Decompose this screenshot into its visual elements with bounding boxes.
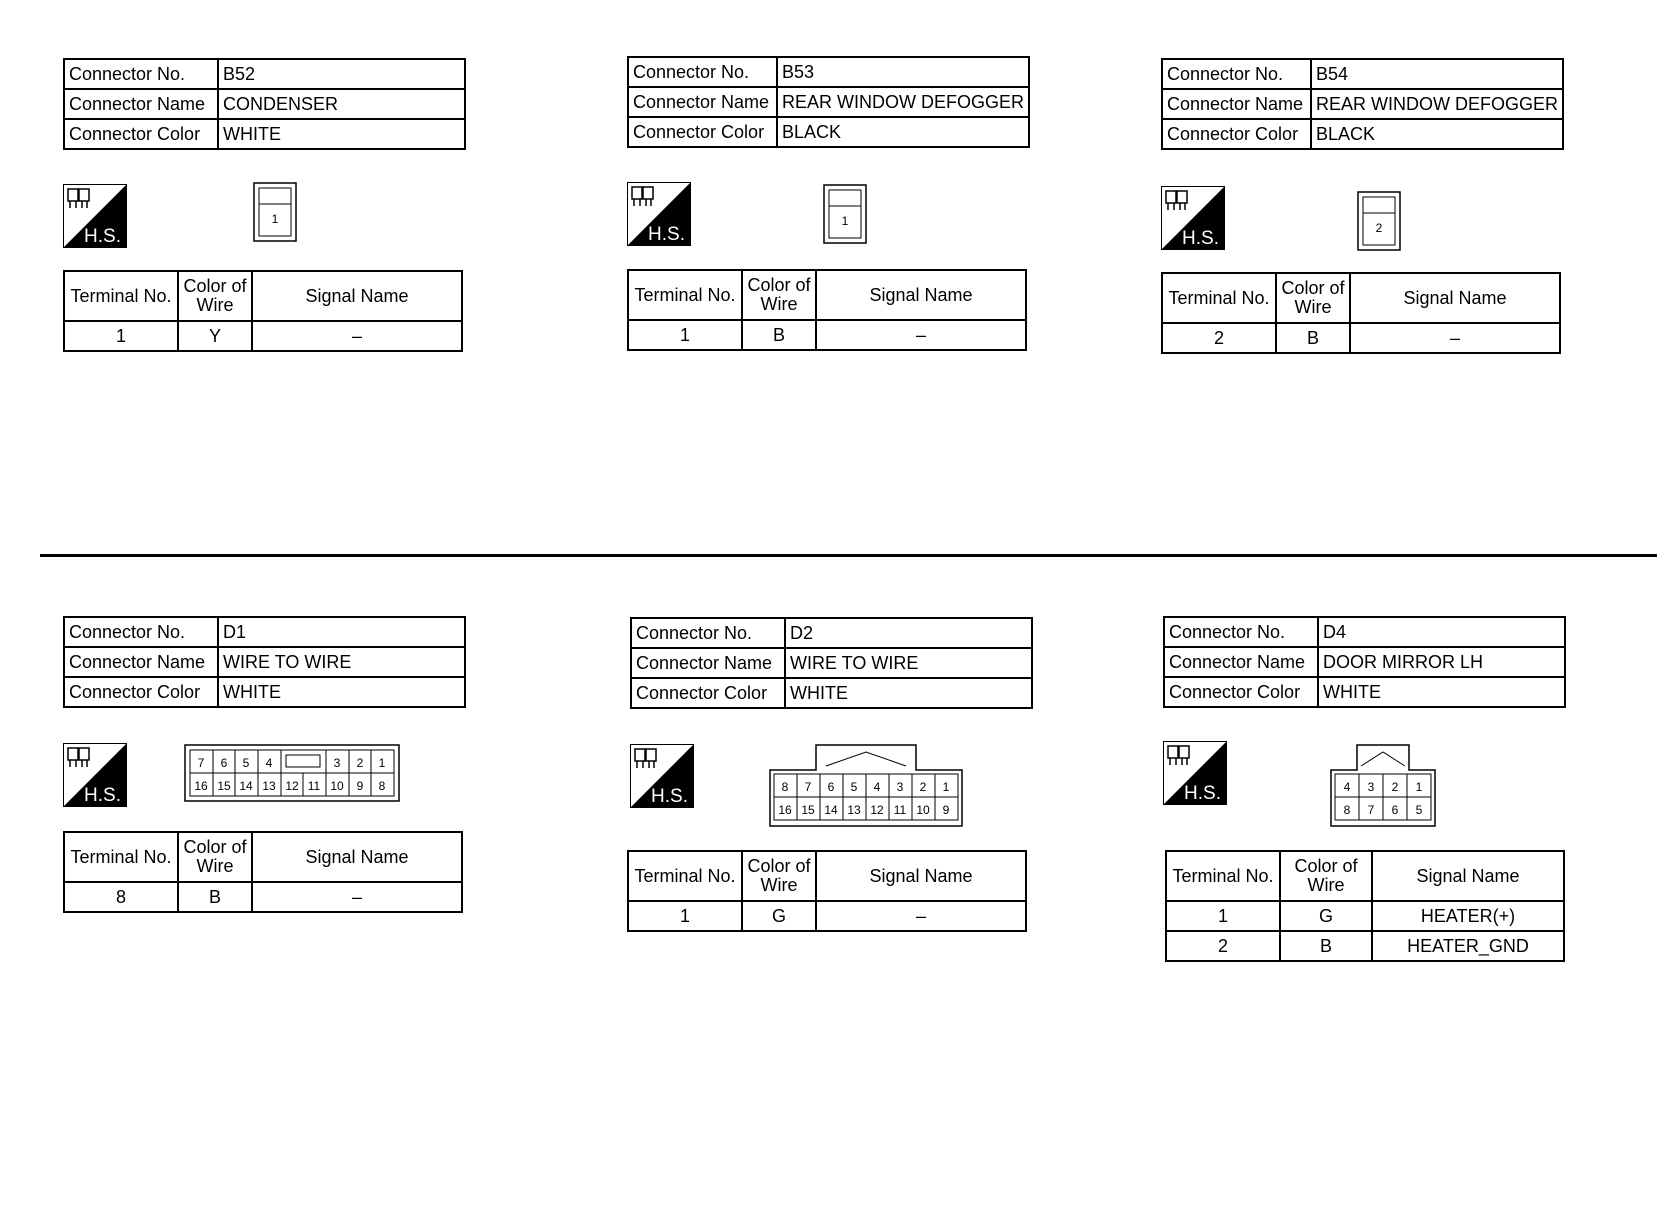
header-signal-name: Signal Name [1350, 273, 1560, 323]
table-row [64, 321, 462, 351]
connector-face-diagram [823, 184, 867, 244]
terminal-cell: 2 [1166, 931, 1280, 961]
connector-block-d2 [630, 617, 1090, 926]
terminal-cell: 1 [1166, 901, 1280, 931]
table-row [1166, 931, 1564, 961]
header-terminal-no: Terminal No. [64, 271, 178, 321]
signal-name-cell: – [816, 320, 1026, 350]
harness-side-icon [63, 184, 127, 248]
pin-label: 4 [1343, 780, 1351, 794]
wire-color-cell: B [178, 882, 252, 912]
label-connector-no: Connector No. [1164, 617, 1318, 647]
table-row [628, 320, 1026, 350]
header-signal-name: Signal Name [252, 832, 462, 882]
terminal-cell: 1 [628, 901, 742, 931]
pin-label: 1 [841, 214, 849, 228]
pin-label: 6 [1391, 803, 1399, 817]
connector-name-value: CONDENSER [218, 89, 465, 119]
connector-color-value: WHITE [218, 677, 465, 707]
connector-no-value: B52 [218, 59, 465, 89]
pin-label: 3 [1367, 780, 1375, 794]
pin-label: 7 [804, 780, 812, 794]
harness-side-icon [630, 744, 694, 808]
connector-face-diagram [768, 744, 964, 828]
pin-label: 16 [194, 779, 208, 793]
pin-label: 3 [896, 780, 904, 794]
label-connector-name: Connector Name [64, 89, 218, 119]
connector-block-d1 [63, 616, 523, 907]
terminal-table [1161, 272, 1561, 354]
connector-name-value: REAR WINDOW DEFOGGER [777, 87, 1029, 117]
pin-label: 12 [870, 803, 884, 817]
pin-label: 2 [1391, 780, 1399, 794]
connector-no-value: D4 [1318, 617, 1565, 647]
connector-info-table [1163, 616, 1566, 708]
hs-label: H.S. [1182, 228, 1219, 249]
pin-label: 15 [801, 803, 815, 817]
label-connector-name: Connector Name [631, 648, 785, 678]
pin-label: 13 [262, 779, 276, 793]
pin-label: 16 [778, 803, 792, 817]
pin-label: 2 [919, 780, 927, 794]
label-connector-color: Connector Color [64, 119, 218, 149]
pin-label: 14 [239, 779, 253, 793]
connector-no-value: B54 [1311, 59, 1563, 89]
label-connector-no: Connector No. [64, 59, 218, 89]
wire-color-cell: G [1280, 901, 1372, 931]
wire-color-cell: Y [178, 321, 252, 351]
header-terminal-no: Terminal No. [64, 832, 178, 882]
connector-block-b52 [63, 58, 523, 346]
header-signal-name: Signal Name [252, 271, 462, 321]
wire-color-cell: B [742, 320, 816, 350]
pin-label: 1 [1415, 780, 1423, 794]
signal-name-cell: HEATER(+) [1372, 901, 1564, 931]
connector-color-value: BLACK [1311, 119, 1563, 149]
label-connector-no: Connector No. [1162, 59, 1311, 89]
header-color-of-wire: Color of Wire [742, 851, 816, 901]
wire-color-cell: B [1280, 931, 1372, 961]
signal-name-cell: HEATER_GND [1372, 931, 1564, 961]
pin-label: 11 [893, 803, 907, 817]
hs-label: H.S. [651, 786, 688, 807]
pin-label: 4 [265, 756, 273, 770]
connector-name-value: DOOR MIRROR LH [1318, 647, 1565, 677]
connector-info-table [627, 56, 1030, 148]
pin-label: 1 [271, 212, 279, 226]
harness-side-icon [1163, 741, 1227, 805]
pin-label: 7 [197, 756, 205, 770]
pin-label: 13 [847, 803, 861, 817]
pin-label: 8 [378, 779, 386, 793]
pin-label: 3 [333, 756, 341, 770]
signal-name-cell: – [816, 901, 1026, 931]
signal-name-cell: – [1350, 323, 1560, 353]
pin-label: 8 [1343, 803, 1351, 817]
pin-label: 12 [285, 779, 299, 793]
header-color-of-wire: Color of Wire [1276, 273, 1350, 323]
label-connector-no: Connector No. [64, 617, 218, 647]
connector-color-value: BLACK [777, 117, 1029, 147]
header-terminal-no: Terminal No. [1162, 273, 1276, 323]
connector-info-table [630, 617, 1033, 709]
table-row [628, 901, 1026, 931]
connector-info-table [63, 616, 466, 708]
wire-color-cell: G [742, 901, 816, 931]
label-connector-name: Connector Name [1164, 647, 1318, 677]
terminal-table [63, 831, 463, 913]
connector-name-value: WIRE TO WIRE [785, 648, 1032, 678]
header-color-of-wire: Color of Wire [178, 271, 252, 321]
pin-label: 15 [217, 779, 231, 793]
label-connector-color: Connector Color [628, 117, 777, 147]
connector-block-b53 [627, 56, 1087, 345]
terminal-table [63, 270, 463, 352]
label-connector-color: Connector Color [64, 677, 218, 707]
label-connector-color: Connector Color [631, 678, 785, 708]
pin-label: 5 [1415, 803, 1423, 817]
connector-face-diagram [1329, 744, 1437, 828]
terminal-cell: 1 [628, 320, 742, 350]
section-divider [40, 554, 1657, 557]
pin-label: 6 [220, 756, 228, 770]
pin-label: 2 [1375, 221, 1383, 235]
header-signal-name: Signal Name [1372, 851, 1564, 901]
terminal-cell: 2 [1162, 323, 1276, 353]
pin-label: 6 [827, 780, 835, 794]
hs-label: H.S. [84, 226, 121, 247]
hs-label: H.S. [1184, 783, 1221, 804]
header-color-of-wire: Color of Wire [178, 832, 252, 882]
pin-label: 11 [307, 779, 321, 793]
connector-face-diagram [184, 744, 400, 802]
harness-side-icon [1161, 186, 1225, 250]
table-row [64, 882, 462, 912]
terminal-table [627, 269, 1027, 351]
terminal-cell: 8 [64, 882, 178, 912]
connector-info-table [63, 58, 466, 150]
label-connector-name: Connector Name [1162, 89, 1311, 119]
connector-face-diagram [1357, 191, 1401, 251]
wire-color-cell: B [1276, 323, 1350, 353]
terminal-cell: 1 [64, 321, 178, 351]
pin-label: 7 [1367, 803, 1375, 817]
label-connector-color: Connector Color [1162, 119, 1311, 149]
connector-block-d4 [1163, 616, 1623, 956]
hs-label: H.S. [648, 224, 685, 245]
pin-label: 10 [330, 779, 344, 793]
pin-label: 5 [850, 780, 858, 794]
header-terminal-no: Terminal No. [628, 270, 742, 320]
signal-name-cell: – [252, 882, 462, 912]
connector-block-b54 [1161, 58, 1621, 348]
header-color-of-wire: Color of Wire [1280, 851, 1372, 901]
pin-label: 1 [378, 756, 386, 770]
pin-label: 8 [781, 780, 789, 794]
label-connector-no: Connector No. [628, 57, 777, 87]
connector-name-value: WIRE TO WIRE [218, 647, 465, 677]
terminal-table [1165, 850, 1565, 962]
pin-label: 10 [916, 803, 930, 817]
connector-color-value: WHITE [218, 119, 465, 149]
connector-name-value: REAR WINDOW DEFOGGER [1311, 89, 1563, 119]
connector-no-value: D2 [785, 618, 1032, 648]
header-signal-name: Signal Name [816, 270, 1026, 320]
header-signal-name: Signal Name [816, 851, 1026, 901]
pin-label: 9 [356, 779, 364, 793]
pin-label: 4 [873, 780, 881, 794]
table-row [1166, 901, 1564, 931]
connector-no-value: B53 [777, 57, 1029, 87]
label-connector-name: Connector Name [628, 87, 777, 117]
table-row [1162, 323, 1560, 353]
connector-color-value: WHITE [1318, 677, 1565, 707]
header-color-of-wire: Color of Wire [742, 270, 816, 320]
pin-label: 14 [824, 803, 838, 817]
connector-info-table [1161, 58, 1564, 150]
label-connector-no: Connector No. [631, 618, 785, 648]
header-terminal-no: Terminal No. [628, 851, 742, 901]
hs-label: H.S. [84, 785, 121, 806]
pin-label: 1 [942, 780, 950, 794]
terminal-table [627, 850, 1027, 932]
harness-side-icon [63, 743, 127, 807]
connector-color-value: WHITE [785, 678, 1032, 708]
signal-name-cell: – [252, 321, 462, 351]
pin-label: 9 [942, 803, 950, 817]
connector-no-value: D1 [218, 617, 465, 647]
label-connector-name: Connector Name [64, 647, 218, 677]
pin-label: 2 [356, 756, 364, 770]
pin-label: 5 [242, 756, 250, 770]
connector-face-diagram [253, 182, 297, 242]
header-terminal-no: Terminal No. [1166, 851, 1280, 901]
label-connector-color: Connector Color [1164, 677, 1318, 707]
harness-side-icon [627, 182, 691, 246]
